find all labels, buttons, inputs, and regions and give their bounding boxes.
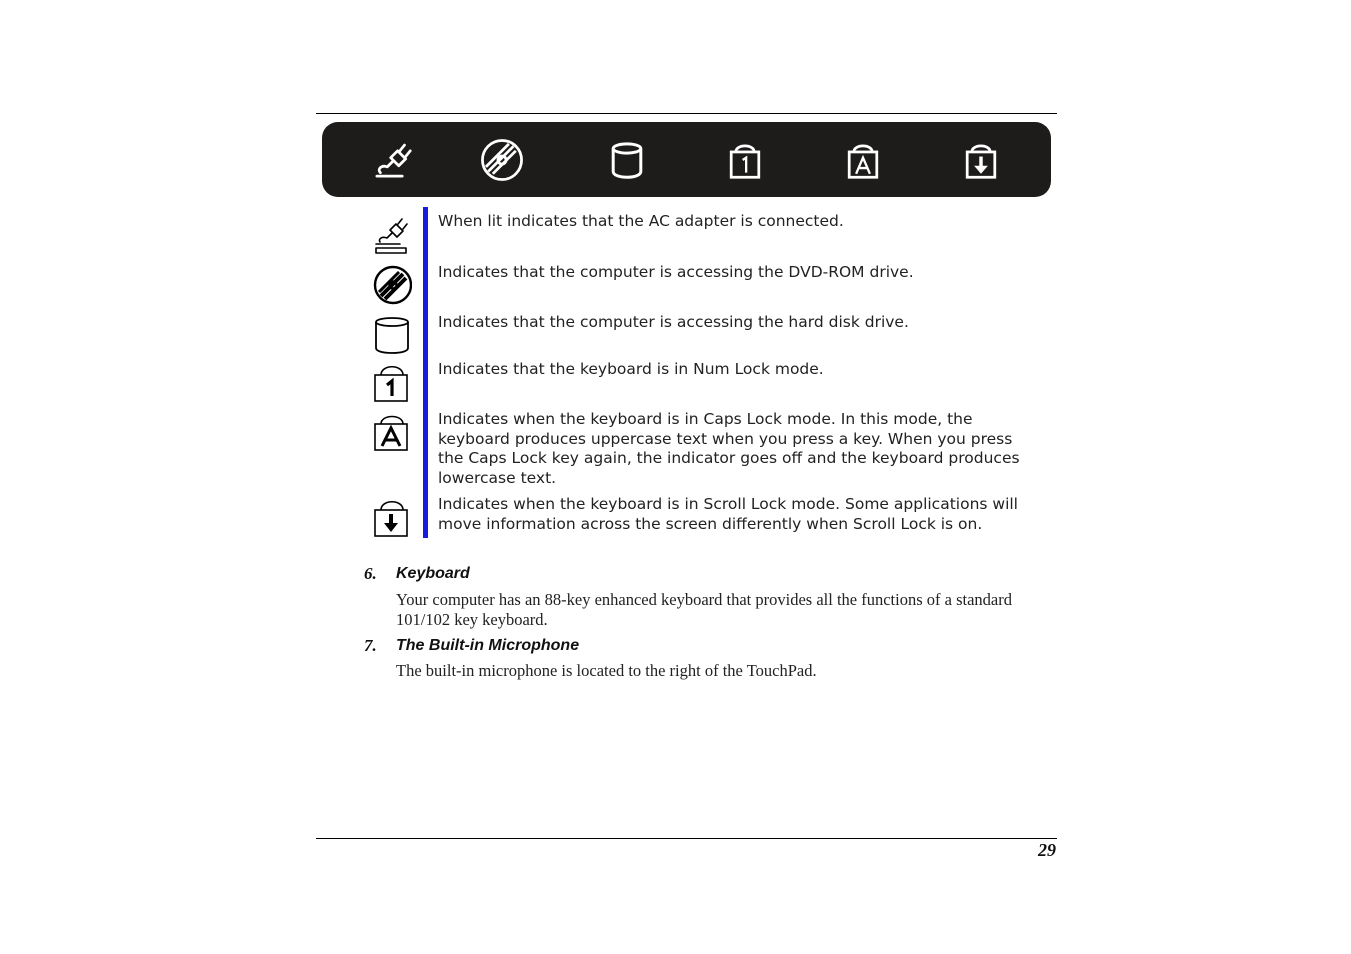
scroll-lock-icon — [958, 137, 1004, 183]
indicator-description: Indicates that the keyboard is in Num Lock mode. — [438, 360, 824, 378]
num-lock-icon — [372, 362, 412, 402]
hard-disk-icon — [604, 137, 650, 183]
indicator-description: When lit indicates that the AC adapter is connected. — [438, 212, 844, 230]
caps-lock-icon — [840, 137, 886, 183]
indicator-description: Indicates that the computer is accessing the hard disk drive. — [438, 313, 909, 331]
scroll-lock-icon — [372, 497, 412, 537]
section-body: The built-in microphone is located to the right of the TouchPad. — [396, 661, 817, 680]
num-lock-icon — [722, 137, 768, 183]
caps-lock-icon — [372, 412, 412, 452]
dvd-rom-icon — [479, 137, 525, 183]
footer-rule — [316, 838, 1057, 839]
indicator-description: Indicates when the keyboard is in Caps Lock mode. In this mode, the keyboard produces uppercase text when you press a key. When you press the Caps Lock key again, the indicator goes off and the keyboard produces lowercase text. — [438, 410, 1020, 487]
indicator-description: Indicates that the computer is accessing the DVD-ROM drive. — [438, 263, 914, 281]
section-title: The Built-in Microphone — [396, 637, 580, 654]
section-body: Your computer has an 88-key enhanced keyboard that provides all the functions of a standard 101/102 key keyboard. — [396, 590, 1012, 629]
indicator-description: Indicates when the keyboard is in Scroll Lock mode. Some applications will move information across the screen differently when Scroll Lock is on. — [438, 495, 1018, 533]
section-number: 7. — [364, 636, 377, 655]
header-rule — [316, 113, 1057, 114]
ac-adapter-icon — [370, 137, 416, 183]
section-number: 6. — [364, 564, 377, 583]
legend-accent-bar — [423, 207, 428, 538]
hard-disk-icon — [372, 314, 412, 354]
ac-adapter-icon — [372, 215, 412, 255]
section-title: Keyboard — [396, 565, 470, 582]
dvd-rom-icon — [372, 265, 412, 305]
page-number: 29 — [1038, 840, 1056, 860]
indicator-panel — [322, 122, 1051, 197]
